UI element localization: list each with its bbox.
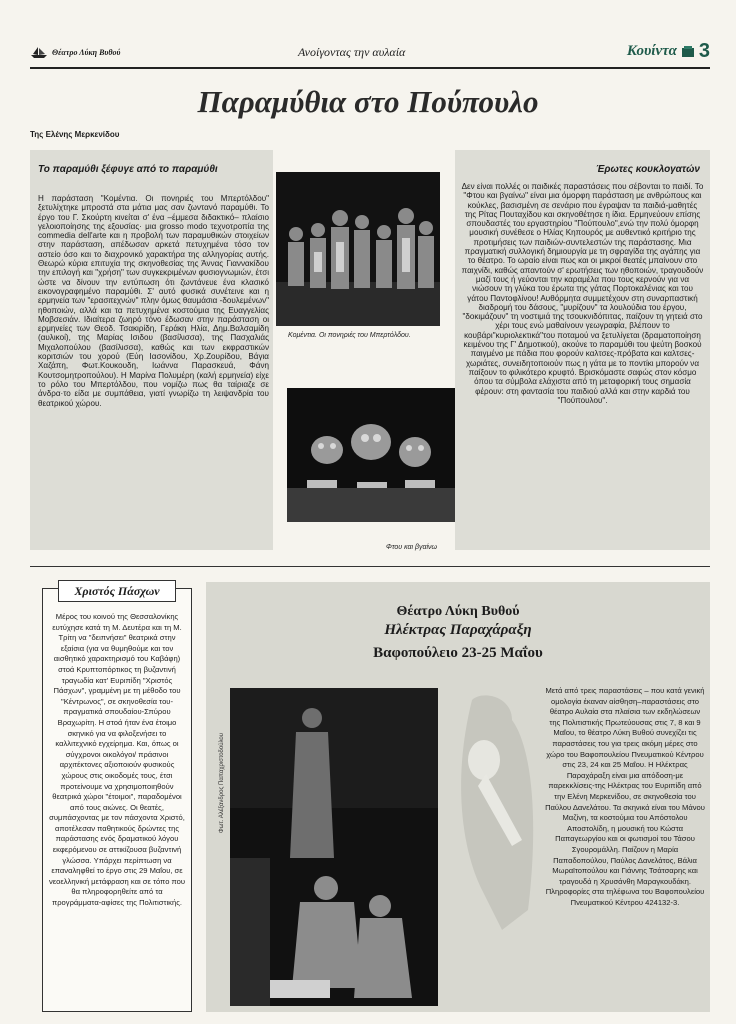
electra-venue-dates: Βαφοπούλειο 23-25 Μαΐου <box>373 645 543 661</box>
electra-play-title: Ηλέκτρας Παραχάραξη <box>384 622 532 638</box>
christos-paschon-body: Μέρος του κοινού της Θεσσαλονίκης ευτύχησε κατά τη Μ. Δευτέρα και τη Μ. Τρίτη να "δειπνήσει" θεατρικά στην εξαίσια (για να θυμηθούμε και τον αισθητικό χαρακτηρισμό του Καβάφη) στοά Κρυπτοπόρτικος τη βυζαντινή τραγωδία κατ' Ευριπίδη "Χριστός Πάσχων", γραμμένη με τη μέθοδο του "Κέντρωνος", σε σκηνοθεσία του-πραγματικά σπουδαίου-Σπύρου Βραχωρίτη. Η στοά ήταν ένα έτοιμο σκηνικό για να φιλοξενήσει το καλλιτεχνικό εγχείρημα. Και, όπως οι σύγχρονοι οικολόγοι/ πράσινοι αρχιτέκτονες αξιοποιούν φυσικούς χώρους στις οικοδομές τους, έτσι προτείνουμε να χρησιμοποιηθούν θεατρικά χώροι "έτοιμοι", παραδομένοι από τους αιώνες. Οι θεατές, συμπάσχοντας με τον πάσχοντα Χριστό, αποτέλεσαν παθητικούς δρώντες της παράστασης ενός δραματικού λόγου εκφερόμενου σε αττικίζουσα βυζαντινή γλώσσα. Υπάρχει περίπτωση να επαναληφθεί το έργο στις 29 Μαΐου, σε νεοελληνική μετάφραση και σε τόπο που θα πληροφορηθείτε από τα προγράμματα-αφίσες της Πολιτιστικής. <box>48 612 186 908</box>
photo-comedia-caption: Κομέντια. Οι πονηριές του Μπερτόλδου. <box>288 332 411 339</box>
header-rule <box>30 67 710 69</box>
header-left <box>30 46 120 58</box>
page-number: 3 <box>698 40 710 62</box>
photo-electra <box>230 688 438 1006</box>
right-column-heading: Έρωτες κουκλογατών <box>595 164 700 175</box>
section-divider <box>30 566 710 567</box>
page-header <box>30 40 710 66</box>
theatre-name: Θέατρο Λύκη Βυθού <box>52 47 121 57</box>
photo-comedia <box>276 172 440 326</box>
film-reel-icon <box>681 45 695 59</box>
electra-theatre-heading: Θέατρο Λύκη Βυθού <box>396 604 520 619</box>
ghost-figure-illustration <box>442 690 544 940</box>
article-title: Παραμύθια στο Πούπουλο <box>197 84 539 119</box>
publication-logo: Κουίντα <box>626 43 677 59</box>
article-byline: Της Ελένης Μερκενίδου <box>30 130 120 139</box>
left-column-body: Η παράσταση "Κομέντια. Οι πονηριές του Μπερτόλδου" ξετυλίχτηκε μπροστά στα μάτια μας σαν ζωντανό παραμύθι. Το έργο του Γ. Σκούρτη κινείται σ' ένα –έμμεσα διδακτικό– πλαίσιο γελοιοποίησης της εξουσίας· μια grosso modo τεχνοτροπία της commedia dell'arte και η προβολή των παραμυθικών στοιχείων στην παράσταση, απέδωσαν αρκετά πετυχημένα τόσο τον αστείο όσο και το διαχρονικό χαρακτήρα της αλληγορίας αυτής. Θεωρώ κύρια επιτυχία της σκηνοθεσίας της Άννας Γιαννακίδου την επιλογή και "χρήση" των συγκεκριμένων φυσιογνωμιών, έτσι ώστε να δίνουν την εντύπωση ότι ζωντάνευε ένα κλασικό εικονογραφημένο παραμύθι. Σ' αυτό φυσικά συνέτεινε και η ερμηνεία των "ερασιτεχνών" πλην όμως θαυμάσια -δουλεμένων" ηθοποιών, αλλά και τα πετυχημένα κοστούμια της Ευαγγελίας Μοβσεσιάν. Ιδιαίτερα ζωηρό τόνο έδωσαν στην παράσταση οι ερμηνείες των Θεοδ. Τσακιρίδη, Γεράκη Ηλία, Δημ.Βαλσαμίδη (αυλικοί), της Μαρίας Ισιδου (βασίλισσα), της Πασχαλιάς Μιχαλοπούλου (βασίλισσα), καθώς και των εκφραστικών κοριτσιών του χορού (Εύη Ιασονίδου, Χρ.Ζουρίδου, Βάγια Χαζάπη, Φωτ.Κουκουδη, Ιωάννα Παρασκευά, Φάνη Κουτσομητροπούλου). Η Μαρίνα Πολυμέρη (καλή ερμηνεία) είχε το ρόλο του Μπερτόλδου, που νομίζω πως θα ταίριαζε σε άνδρα·το είδα με συμπάθεια, γιατί γνωρίζω τη λειψανδρία του θεατρικού χώρου. <box>38 194 269 408</box>
header-right <box>627 40 710 63</box>
christos-paschon-title: Χριστός Πάσχων <box>58 580 176 602</box>
left-column-heading: Το παραμύθι ξέφυγε από το παραμύθι <box>38 164 218 175</box>
right-column-body: Δεν είναι πολλές οι παιδικές παραστάσεις που σέβονται το παιδί. Το "Φτου και βγαίνω" είναι μια όμορφη παράσταση με ανθρώπους και κούκλες, βασισμένη σε σενάριο που έγραψαν τα παιδιά-μαθητές της Ρίτας Πουταχίδου και σκηνοθέτησε η ίδια. Ερμηνεύουν επίσης σπουδαστές του εργαστηρίου "Πούπουλο",ενώ την πολύ όμορφη μουσική συνέθεσε ο Ηλίας Κηπουρός με αυθεντικό κριτήριο της προτιμήσεις των παιδιών-συντελεστών της παράστασης. Μια πραγματική συλλογική δημιουργία με τη σφραγίδα της αγάπης για το θέατρο. Το ωραίο είναι πως και οι μικροί θεατές μπαίνουν στο παιχνίδι, καθώς απαντούν σ' ερωτήσεις των ηθοποιών, τραγουδούν μαζί τους ή γεύονται την καραμέλα που τους κερνούν για να νιώσουν τη γλύκα του έρωτα της γάτας Πορτοκαλένιας και του γάτου Παντοφλίνου! Αυθόρμητα συμμετέχουν στη συναρπαστική διαδρομή του δάσους, "μυρίζουν" τα λουλούδια του έργου, "δοκιμάζουν" τη νοστιμιά της τσουκνιδόπιτας, παίζουν τη γητειά στο χέρι τους ενώ μαθαίνουν γεωγραφία, βλέπουν το κουβάρι"κυριολεκτικά"του ποταμού να ξετυλίγεται (δραματοποίηση κειμένου της Γ' Δημοτικού), ακούνε το παραμύθι του ψεύτη βοσκού παιγμένο με πάδια που φορούν καλτσες-πρόβατα και καλτσες-χωριάτες, συνειδητοποιούν πως η γάτα με το ποντίκι μπορούν να παίξουν το φιλικότερο κρυφτό. Βρισκόμαστε σαφώς στον κόσμο όπου τα σύμβολα ελάχιστα από τη μεταφορική τους σημασία φέρουν: στη φαντασία του παιδιού αλλά και στην καρδιά του "Πούπουλου". <box>461 182 704 405</box>
electra-body: Μετά από τρεις παραστάσεις – που κατά γενική ομολογία έκαναν αίσθηση–παραστάσεις στο θέατρο Αυλαία στα πλαίσια των εκδηλώσεων της Πολιτιστικής Πρωτεύουσας στις 7, 8 και 9 Μαΐου, το θέατρο Λύκη Βυθού συνεχίζει τις παραστάσεις του για τρεις ακόμη μέρες στο χώρο του Βαφοπουλείου Πνευματικού Κέντρου στις 23, 24 και 25 Μαΐου. Η Ηλέκτρας Παραχάραξη είναι μια απόδοση-με παρεκκλίσεις-της Ηλέκτρας του Ευριπίδη από την Ελένη Μερκενίδου, σε σκηνοθεσία του Παύλου Δανελάτου. Τα σκηνικά είναι του Μάνου Μαζίνη, τα κοστούμια του Απόστολου Αποστολίδη, η μουσική του Κώστα Παπαγεωργίου και οι φωτισμοί του Τάσου Σγουρομάλλη. Παίζουν η Μαρία Παπαδοπούλου, Παύλος Δανελάτος, Βάλια Μωραϊτοπούλου και Γιάννης Τσάτσαρης και τραγουδά η Χρυσάνθη Μαραγκουδάκη. Πληροφορίες στα τηλέφωνα του Βαφοπουλείου Πνευματικού Κέντρου 424132-3. <box>545 686 705 907</box>
photo-ftou-caption: Φτου και βγαίνω <box>386 544 437 551</box>
photo-ftou-kai-vgaino <box>287 388 455 522</box>
ship-logo-icon <box>30 46 48 58</box>
section-title: Ανοίγοντας την αυλαία <box>298 45 406 59</box>
photo-electra-credit: Φωτ. Αλέξανδρος Παπαχριστοδούλου <box>219 732 225 834</box>
